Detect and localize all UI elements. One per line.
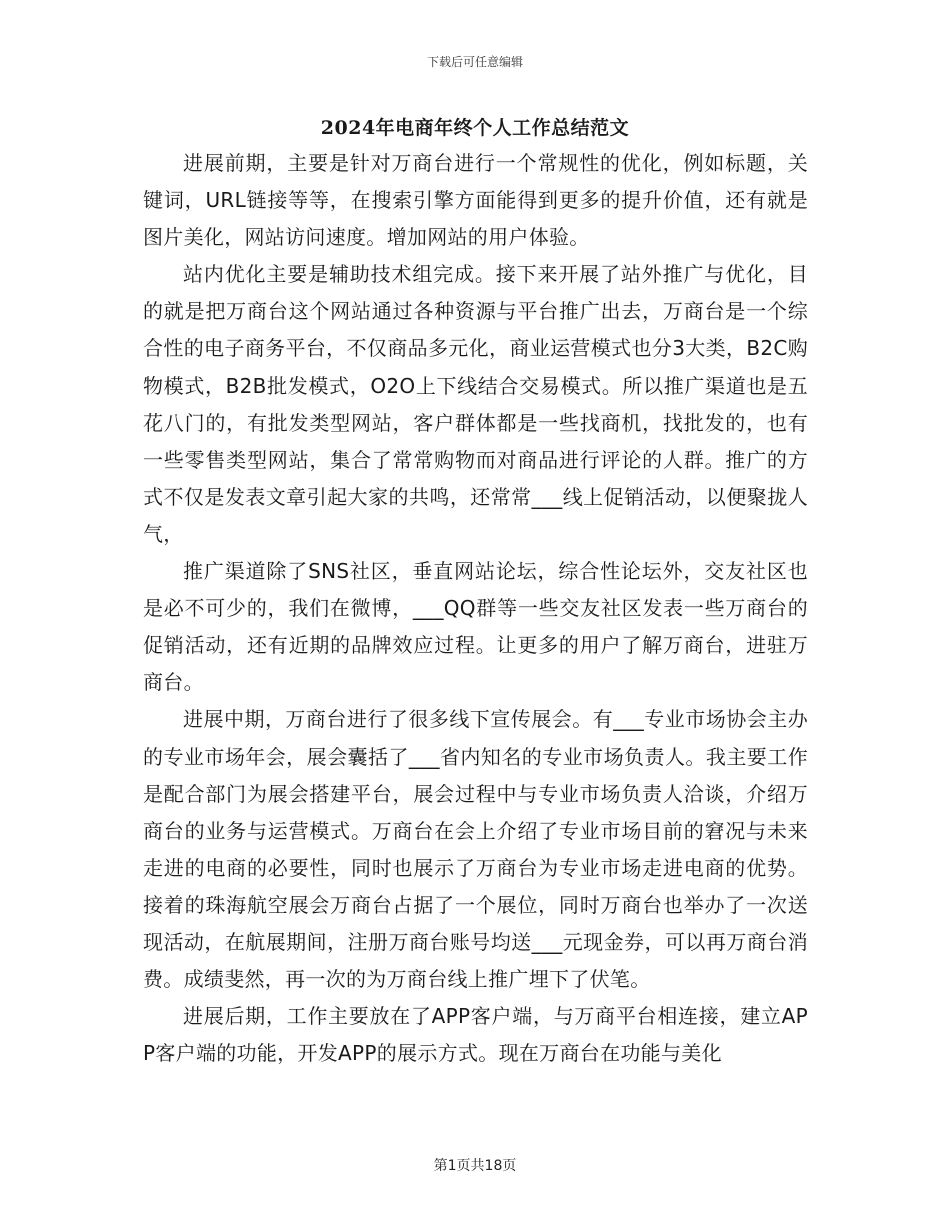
page-header-note: 下载后可任意编辑 bbox=[426, 55, 523, 69]
page-number: 第1页共18页 bbox=[433, 1158, 517, 1174]
paragraph-1: 进展前期，主要是针对万商台进行一个常规性的优化，例如标题，关键词，URL链接等等，在搜索引擎方面能得到更多的提升价值，还有就是图片美化，网站访问速度。增加网站的用户体验。 bbox=[143, 151, 808, 250]
paragraph-3: 推广渠道除了SNS社区，垂直网站论坛，综合性论坛外，交友社区也是必不可少的，我们在微博，___QQ群等一些交友社区发表一些万商台的促销活动，还有近期的品牌效应过程。让更多的用户了解万商台，进驻万商台。 bbox=[143, 559, 808, 695]
paragraph-2: 站内优化主要是辅助技术组完成。接下来开展了站外推广与优化，目的就是把万商台这个网站通过各种资源与平台推广出去，万商台是一个综合性的电子商务平台，不仅商品多元化，商业运营模式也分3大类，B2C购物模式，B2B批发模式，O2O上下线结合交易模式。所以推广渠道也是五花八门的，有批发类型网站，客户群体都是一些找商机，找批发的，也有一些零售类型网站，集合了常常购物而对商品进行评论的人群。推广的方式不仅是发表文章引起大家的共鸣，还常常___线上促销活动，以便聚拢人气， bbox=[143, 262, 808, 546]
document-body bbox=[143, 145, 808, 1072]
paragraph-4: 进展中期，万商台进行了很多线下宣传展会。有___专业市场协会主办的专业市场年会，展会囊括了___省内知名的专业市场负责人。我主要工作是配合部门为展会搭建平台，展会过程中与专业市场负责人洽谈，介绍万商台的业务与运营模式。万商台在会上介绍了专业市场目前的窘况与未来走进的电商的必要性，同时也展示了万商台为专业市场走进电商的优势。接着的珠海航空展会万商台占据了一个展位，同时万商台也举办了一次送现活动，在航展期间，注册万商台账号均送___元现金券，可以再万商台消费。成绩斐然，再一次的为万商台线上推广埋下了伏笔。 bbox=[143, 707, 808, 992]
paragraph-5: 进展后期，工作主要放在了APP客户端，与万商平台相连接，建立APP客户端的功能，开发APP的展示方式。现在万商台在功能与美化 bbox=[143, 1004, 808, 1066]
document-title: 2024年电商年终个人工作总结范文 bbox=[320, 117, 630, 139]
